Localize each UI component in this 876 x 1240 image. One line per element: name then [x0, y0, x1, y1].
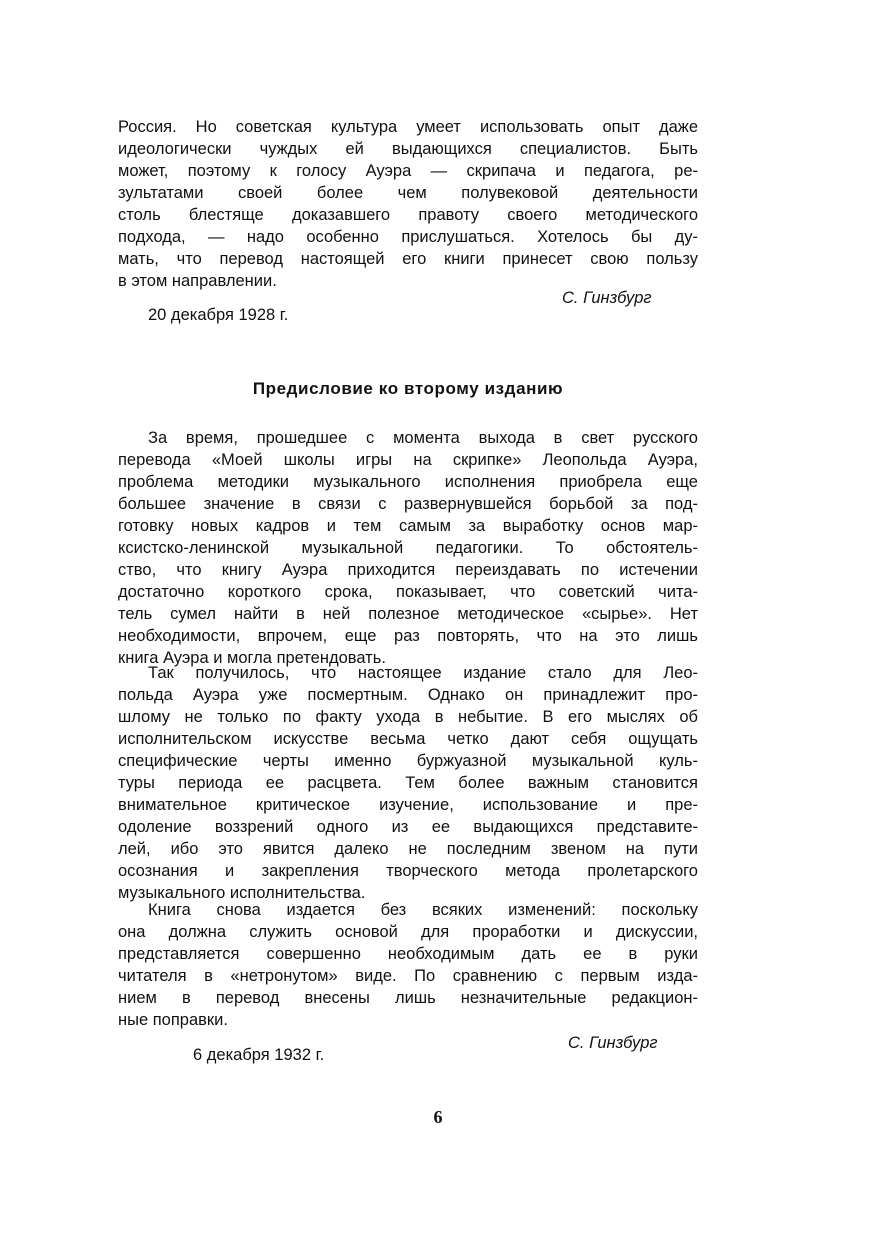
text-line: в этом направлении. [118, 272, 277, 290]
text-line: идеологически чуждых ей выдающихся специалистов. Быть [118, 140, 698, 158]
date: 6 декабря 1932 г. [193, 1046, 325, 1064]
text-line: туры периода ее расцвета. Тем более важным становится [118, 774, 698, 792]
text-line: исполнительском искусстве весьма четко дают себя ощущать [118, 730, 698, 748]
text-line: тель сумел найти в ней полезное методическое «сырье». Нет [118, 605, 698, 623]
text-line: мать, что перевод настоящей его книги принесет свою пользу [118, 250, 698, 268]
signature: С. Гинзбург [562, 289, 652, 307]
paragraph-3 [118, 899, 698, 1031]
text-line: одоление воззрений одного из ее выдающихся представите- [118, 818, 698, 836]
text-line: нием в перевод внесены лишь незначительные редакцион- [118, 989, 698, 1007]
text-line: подхода, — надо особенно прислушаться. Хотелось бы ду- [118, 228, 698, 246]
first-preface-ending [118, 116, 698, 292]
text-line: осознания и закрепления творческого метода пролетарского [118, 862, 698, 880]
text-line: представляется совершенно необходимым дать ее в руки [118, 945, 698, 963]
text-line: большее значение в связи с развернувшейся борьбой за под- [118, 495, 698, 513]
text-line: лей, ибо это явится далеко не последним звеном на пути [118, 840, 698, 858]
text-line: может, поэтому к голосу Ауэра — скрипача и педагога, ре- [118, 162, 698, 180]
text-line: Так получилось, что настоящее издание стало для Лео- [148, 664, 698, 682]
text-line: музыкального исполнительства. [118, 884, 366, 902]
date: 20 декабря 1928 г. [148, 306, 289, 324]
text-line: готовку новых кадров и тем самым за выработку основ мар- [118, 517, 698, 535]
signature: С. Гинзбург [568, 1034, 658, 1052]
text-line: книга Ауэра и могла претендовать. [118, 649, 386, 667]
text-line: ные поправки. [118, 1011, 228, 1029]
text-line: Россия. Но советская культура умеет использовать опыт даже [118, 118, 698, 136]
text-line: ксистско-ленинской музыкальной педагогики. То обстоятель- [118, 539, 698, 557]
text-line: специфические черты именно буржуазной музыкальной куль- [118, 752, 698, 770]
text-line: проблема методики музыкального исполнения приобрела еще [118, 473, 698, 491]
text-line: Книга снова издается без всяких изменений: поскольку [148, 901, 698, 919]
text-line: столь блестяще доказавшего правоту своего методического [118, 206, 698, 224]
text-line: читателя в «нетронутом» виде. По сравнению с первым изда- [118, 967, 698, 985]
text-line: необходимости, впрочем, еще раз повторять, что на это лишь [118, 627, 698, 645]
text-line: она должна служить основой для проработки и дискуссии, [118, 923, 698, 941]
text-line: ство, что книгу Ауэра приходится переиздавать по истечении [118, 561, 698, 579]
text-line: перевода «Моей школы игры на скрипке» Леопольда Ауэра, [118, 451, 698, 469]
text-line: шлому не только по факту ухода в небытие. В его мыслях об [118, 708, 698, 726]
paragraph-1 [118, 427, 698, 669]
text-line: внимательное критическое изучение, использование и пре- [118, 796, 698, 814]
text-line: зультатами своей более чем полувековой деятельности [118, 184, 698, 202]
section-heading: Предисловие ко второму изданию [252, 379, 564, 398]
text-line: За время, прошедшее с момента выхода в свет русского [148, 429, 698, 447]
text-line: достаточно короткого срока, показывает, что советский чита- [118, 583, 698, 601]
text-line: польда Ауэра уже посмертным. Однако он принадлежит про- [118, 686, 698, 704]
paragraph-2 [118, 662, 698, 904]
page-number: 6 [433, 1107, 443, 1127]
